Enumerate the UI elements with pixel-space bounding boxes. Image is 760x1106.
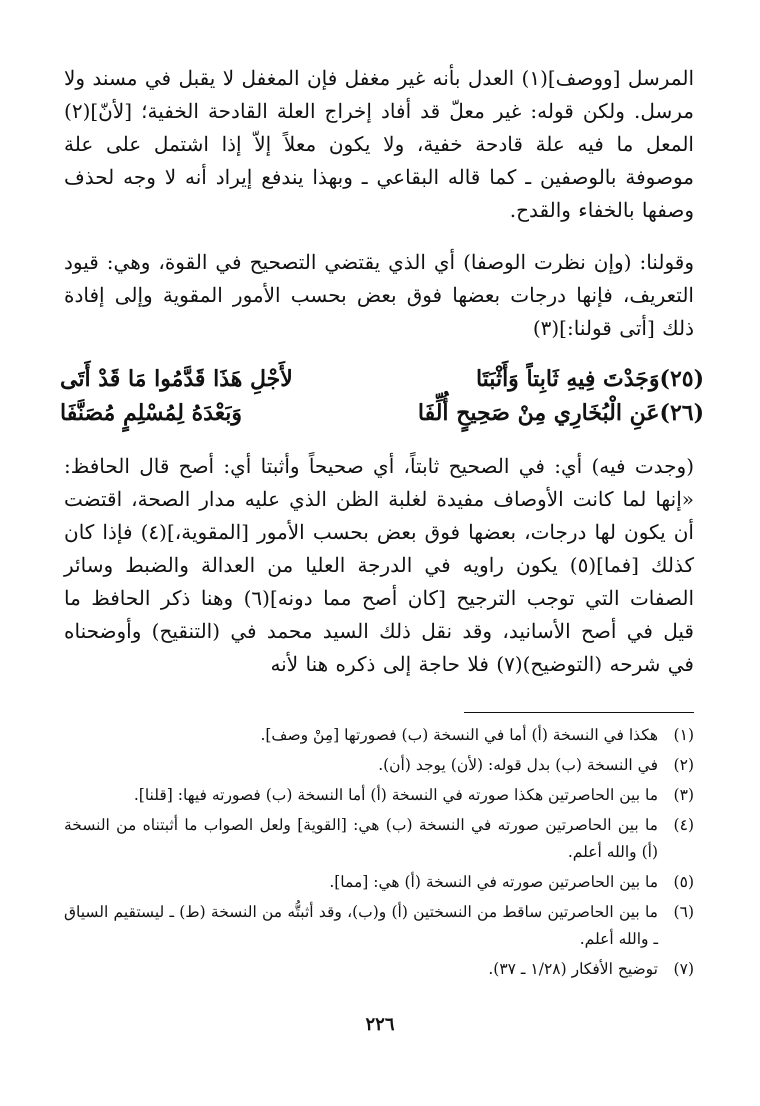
- verse-text: عَنِ الْبُخَارِي مِنْ صَحِيحٍ أُلِّفَا: [417, 400, 660, 426]
- footnote-item: [64, 752, 694, 779]
- verse-first-hemistich: [476, 362, 704, 396]
- footnote-number: (٤): [673, 816, 694, 834]
- footnote-text: ما بين الحاصرتين صورته في النسخة (ب) هي: [القوية] ولعل الصواب ما أثبتناه من النسخة (أ) والله أعلم.: [64, 816, 658, 861]
- verse-text: وَجَدْتَ فِيهِ ثَابِتاً وَأَثْبَتَا: [475, 366, 660, 392]
- footnote-item: [64, 956, 694, 983]
- footnote-number: (٦): [673, 903, 694, 921]
- page-number: ٢٢٦: [365, 1014, 395, 1035]
- footnote-text: ما بين الحاصرتين هكذا صورته في النسخة (أ) أما النسخة (ب) فصورته فيها: [قلنا].: [133, 786, 658, 804]
- footnote-item: [64, 782, 694, 809]
- verse-line: [60, 362, 704, 396]
- verse-line: [60, 396, 704, 430]
- footnote-item: [64, 812, 694, 866]
- verse-second-hemistich: لأَجْلِ هَذَا قَدَّمُوا مَا قَدْ أَتَى: [60, 366, 293, 392]
- footnote-number: (٧): [673, 960, 694, 978]
- footnote-text: هكذا في النسخة (أ) أما في النسخة (ب) فصورتها [مِنْ وصف].: [260, 726, 658, 744]
- footnote-number: (١): [673, 726, 694, 744]
- footnote-text: ما بين الحاصرتين ساقط من النسختين (أ) و(ب)، وقد أثبتُّه من النسخة (ط) ـ ليستقيم السياق ـ والله أعلم.: [64, 903, 658, 948]
- footnote-item: [64, 722, 694, 749]
- footnote-divider: [464, 712, 694, 713]
- verse-number: (٢٥): [659, 366, 704, 392]
- footnote-item: [64, 899, 694, 953]
- footnote-item: [64, 869, 694, 896]
- footnote-number: (٢): [673, 756, 694, 774]
- verse-first-hemistich: [418, 396, 704, 430]
- footnote-number: (٥): [673, 873, 694, 891]
- verse-number: (٢٦): [659, 400, 704, 426]
- footnote-text: في النسخة (ب) بدل قوله: (لأن) يوجد (أن).: [378, 756, 658, 774]
- body-paragraph-2: وقولنا: (وإن نظرت الوصفا) أي الذي يقتضي التصحيح في القوة، وهي: قيود التعريف، فإنها درجات بعضها فوق بعض بحسب الأمور المقوية وإلى إفادة ذلك [أتى قولنا:](٣): [64, 250, 694, 340]
- verse-second-hemistich: وَبَعْدَهُ لِمُسْلِمٍ مُصَنَّفَا: [60, 400, 243, 426]
- body-paragraph-1: المرسل [ووصف](١) العدل بأنه غير مغفل فإن المغفل لا يقبل في مسند ولا مرسل. ولكن قوله: غير معلّ قد أفاد إخراج العلة القادحة الخفية؛ [لأنّ](٢) المعل ما فيه علة قادحة خفية، ولا يكون معلاً إلاّ إذا اشتمل على علة موصوفة بالوصفين ـ كما قاله البقاعي ـ وبهذا يندفع إيراد أنه لا وجه لحذف وصفها بالخفاء والقدح.: [64, 66, 695, 222]
- footnote-text: توضيح الأفكار (١/٢٨ ـ ٣٧).: [488, 960, 658, 978]
- body-paragraph-3: (وجدت فيه) أي: في الصحيح ثابتاً، أي صحيحاً وأثبتا أي: أصح قال الحافظ: «إنها لما كانت الأوصاف مفيدة لغلبة الظن الذي عليه مدار الصحة، اقتضت أن يكون لها درجات، بعضها فوق بعض بحسب الأمور [المقوية،](٤) فإذا كان كذلك [فما](٥) يكون راويه في الدرجة العليا من العدالة والضبط وسائر الصفات التي توجب الترجيح [كان أصح مما دونه](٦) وهنا ذكر الحافظ ما قيل في أصح الأسانيد، وقد نقل ذلك السيد محمد في (التنقيح) وأوضحناه في شرحه (التوضيح)(٧) فلا حاجة إلى ذكره هنا لأنه: [64, 454, 695, 676]
- footnotes: [64, 722, 694, 986]
- footnote-number: (٣): [673, 786, 694, 804]
- verse-block: [60, 362, 704, 430]
- footnote-text: ما بين الحاصرتين صورته في النسخة (أ) هي: [مما].: [329, 873, 658, 891]
